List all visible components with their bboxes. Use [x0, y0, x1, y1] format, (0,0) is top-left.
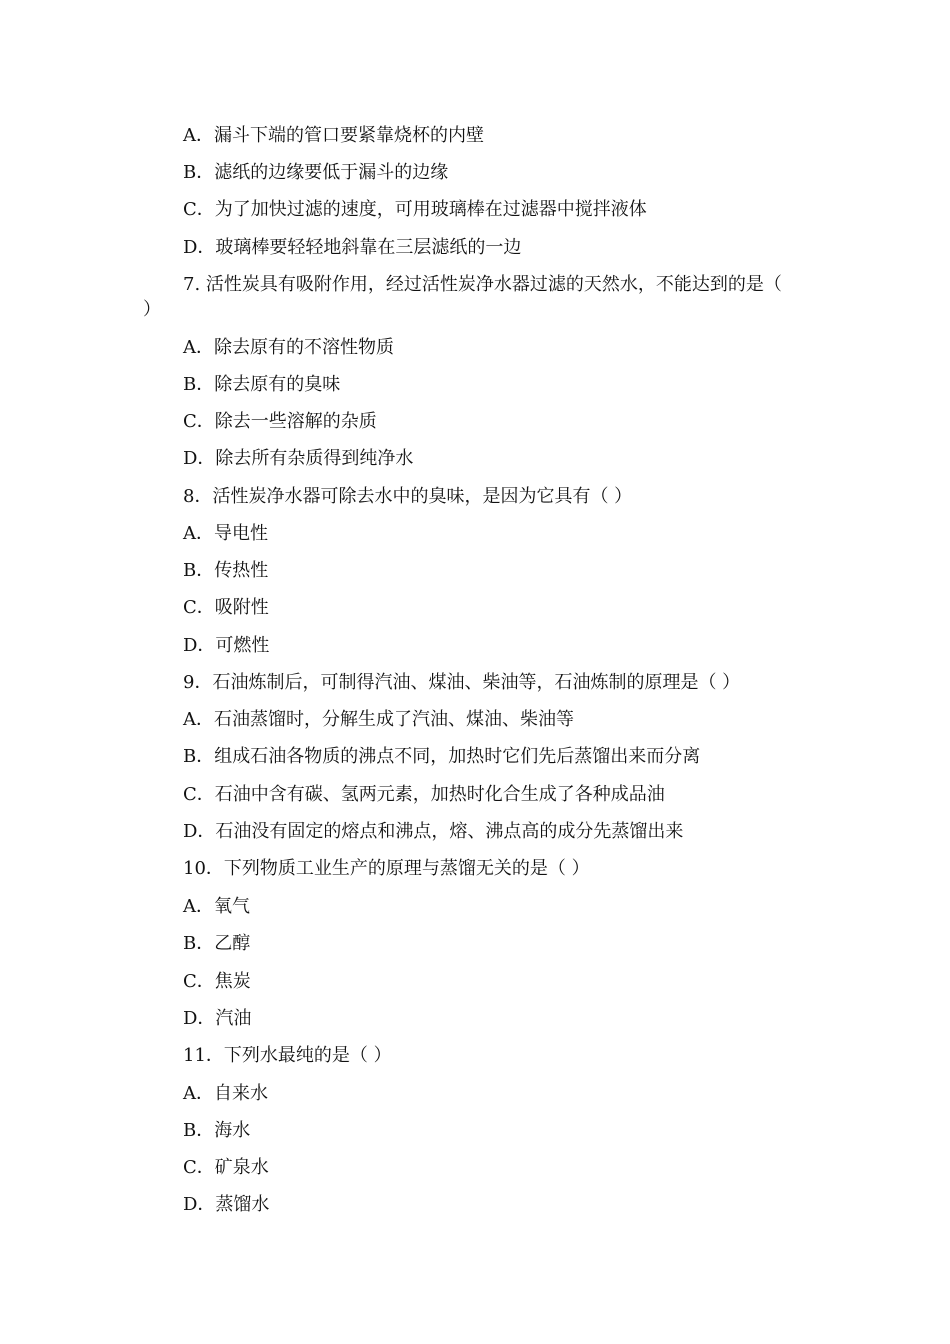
q11-option-a: A．自来水: [183, 1083, 268, 1104]
q7-option-b: B．除去原有的臭味: [183, 374, 341, 395]
q6-option-b: B．滤纸的边缘要低于漏斗的边缘: [183, 162, 449, 183]
q10-option-b: B．乙醇: [183, 933, 251, 954]
q10-stem: 10．下列物质工业生产的原理与蒸馏无关的是（ ）: [183, 858, 590, 879]
q9-option-d: D．石油没有固定的熔点和沸点，熔、沸点高的成分先蒸馏出来: [183, 821, 684, 842]
q9-option-c: C．石油中含有碳、氢两元素，加热时化合生成了各种成品油: [183, 784, 665, 805]
q8-option-c: C．吸附性: [183, 597, 269, 618]
q8-option-b: B．传热性: [183, 560, 269, 581]
q11-option-c: C．矿泉水: [183, 1157, 269, 1178]
q10-option-d: D．汽油: [183, 1008, 252, 1029]
q6-option-d: D．玻璃棒要轻轻地斜靠在三层滤纸的一边: [183, 237, 522, 258]
q10-option-c: C．焦炭: [183, 971, 251, 992]
q11-option-b: B．海水: [183, 1120, 251, 1141]
q9-option-b: B．组成石油各物质的沸点不同，加热时它们先后蒸馏出来而分离: [183, 746, 701, 767]
q6-option-a: A．漏斗下端的管口要紧靠烧杯的内壁: [183, 125, 484, 146]
q6-option-c: C．为了加快过滤的速度，可用玻璃棒在过滤器中搅拌液体: [183, 199, 647, 220]
q11-option-d: D．蒸馏水: [183, 1194, 270, 1215]
q10-option-a: A．氧气: [183, 896, 250, 917]
q7-option-c: C．除去一些溶解的杂质: [183, 411, 377, 432]
q8-option-a: A．导电性: [183, 523, 268, 544]
q9-stem: 9．石油炼制后，可制得汽油、煤油、柴油等，石油炼制的原理是（ ）: [183, 672, 741, 693]
q11-stem: 11．下列水最纯的是（ ）: [183, 1045, 392, 1066]
q9-option-a: A．石油蒸馏时，分解生成了汽油、煤油、柴油等: [183, 709, 574, 730]
q7-stem: 7. 活性炭具有吸附作用，经过活性炭净水器过滤的天然水，不能达到的是（: [183, 274, 782, 295]
q7-option-d: D．除去所有杂质得到纯净水: [183, 448, 414, 469]
q7-stem-continued: ）: [143, 299, 161, 320]
q8-stem: 8．活性炭净水器可除去水中的臭味，是因为它具有（ ）: [183, 486, 633, 507]
q8-option-d: D．可燃性: [183, 635, 270, 656]
q7-option-a: A．除去原有的不溶性物质: [183, 337, 394, 358]
